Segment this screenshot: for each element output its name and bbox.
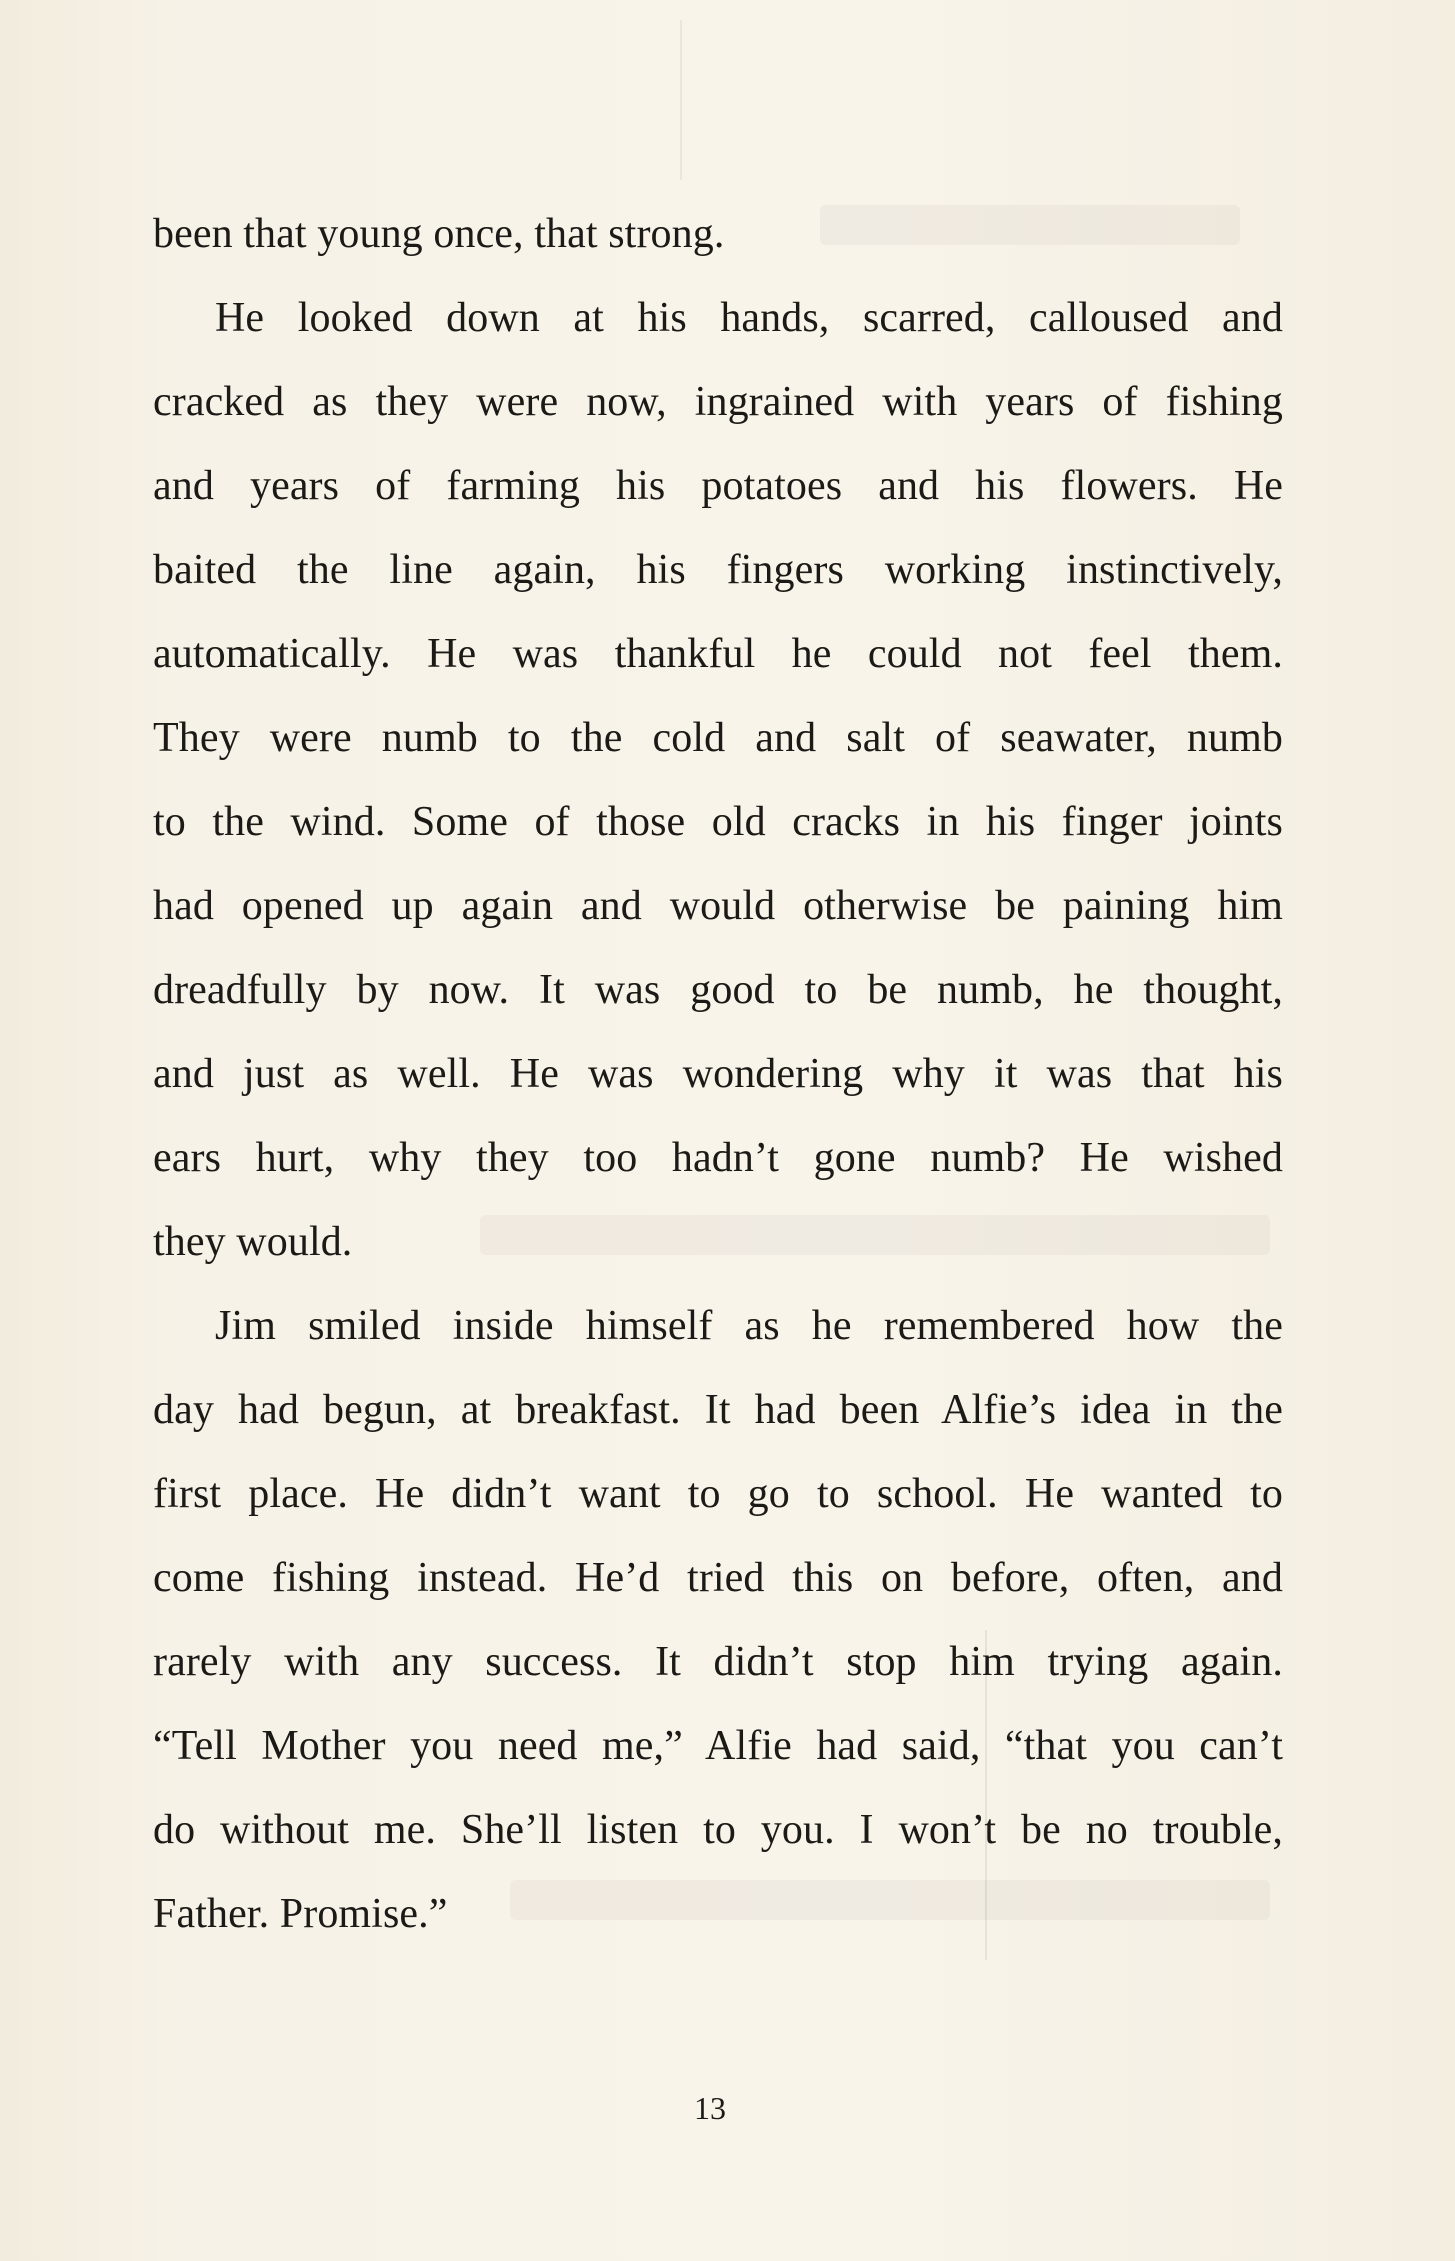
text-line: Father. Promise.” [153,1891,448,1937]
text-line: come fishing instead. He’d tried this on before, often, and [153,1555,1283,1601]
text-line: to the wind. Some of those old cracks in his finger joints [153,799,1283,845]
paper-crease [680,20,682,180]
text-line: been that young once, that strong. [153,211,725,257]
text-line: They were numb to the cold and salt of seawater, numb [153,715,1283,761]
text-line: they would. [153,1219,353,1265]
text-line: and years of farming his potatoes and his flowers. He [153,463,1283,509]
paragraph-3 [153,1284,1283,1956]
text-line: baited the line again, his fingers working instinctively, [153,547,1283,593]
text-line: dreadfully by now. It was good to be numb, he thought, [153,967,1283,1013]
paragraph-2 [153,276,1283,1284]
text-line: cracked as they were now, ingrained with years of fishing [153,379,1283,425]
text-line: first place. He didn’t want to go to school. He wanted to [153,1471,1283,1517]
text-line: rarely with any success. It didn’t stop him trying again. [153,1639,1283,1685]
text-line: Jim smiled inside himself as he remembered how the [215,1303,1283,1349]
text-line: “Tell Mother you need me,” Alfie had said, “that you can’t [153,1723,1283,1769]
text-line: and just as well. He was wondering why it was that his [153,1051,1283,1097]
text-line: had opened up again and would otherwise be paining him [153,883,1283,929]
text-line: automatically. He was thankful he could not feel them. [153,631,1283,677]
text-line: ears hurt, why they too hadn’t gone numb? He wished [153,1135,1283,1181]
paragraph-1 [153,192,1283,276]
text-line: do without me. She’ll listen to you. I won’t be no trouble, [153,1807,1283,1853]
text-line: He looked down at his hands, scarred, calloused and [215,295,1283,341]
body-text [153,192,1283,1956]
text-line: day had begun, at breakfast. It had been Alfie’s idea in the [153,1387,1283,1433]
page-number: 13 [694,2090,726,2126]
